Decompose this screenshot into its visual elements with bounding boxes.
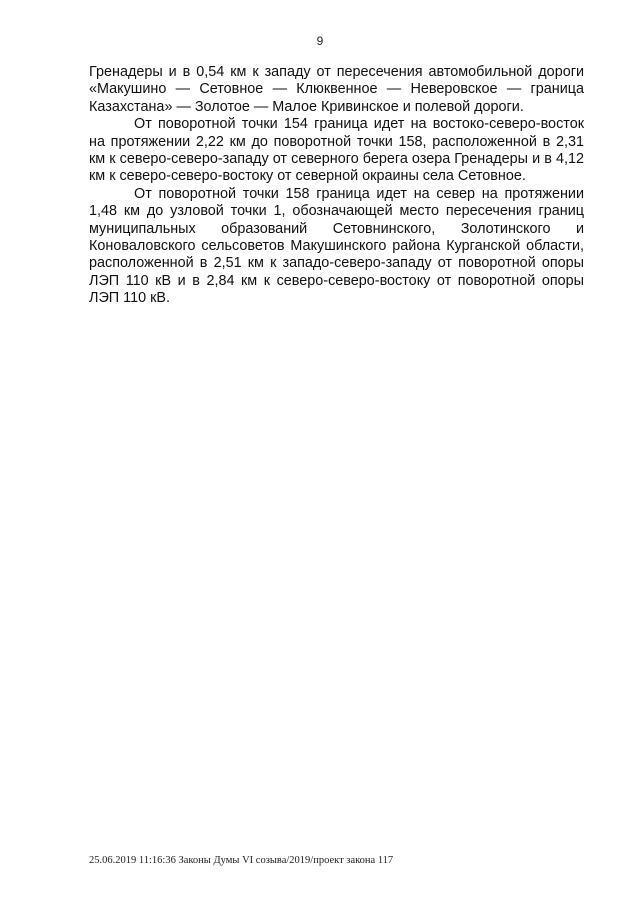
page-number: 9 [316, 34, 324, 48]
paragraph-continuation: Гренадеры и в 0,54 км к западу от пересечения автомобильной дороги «Макушино — Сетовное — Клюквенное — Неверовское — граница Казахстана» — Золотое — Малое Кривинское и полевой дороги. [89, 64, 584, 115]
document-body [89, 64, 584, 308]
paragraph-point-158: От поворотной точки 158 граница идет на север на протяжении 1,48 км до узловой точки 1, обозначающей место пересечения границ муниципальных образований Сетовнинского, Золотинского и Коноваловского сельсоветов Макушинского района Курганской области, расположенной в 2,51 км к западо-северо-западу от поворотной опоры ЛЭП 110 кВ и в 2,84 км к северо-северо-востоку от поворотной опоры ЛЭП 110 кВ. [89, 185, 584, 307]
footer-stamp: 25.06.2019 11:16:36 Законы Думы VI созыва/2019/проект закона 117 [89, 855, 394, 866]
paragraph-point-154: От поворотной точки 154 граница идет на востоко-северо-восток на протяжении 2,22 км до поворотной точки 158, расположенной в 2,31 км к северо-северо-западу от северного берега озера Гренадеры и в 4,12 км к северо-северо-востоку от северной окраины села Сетовное. [89, 116, 584, 185]
